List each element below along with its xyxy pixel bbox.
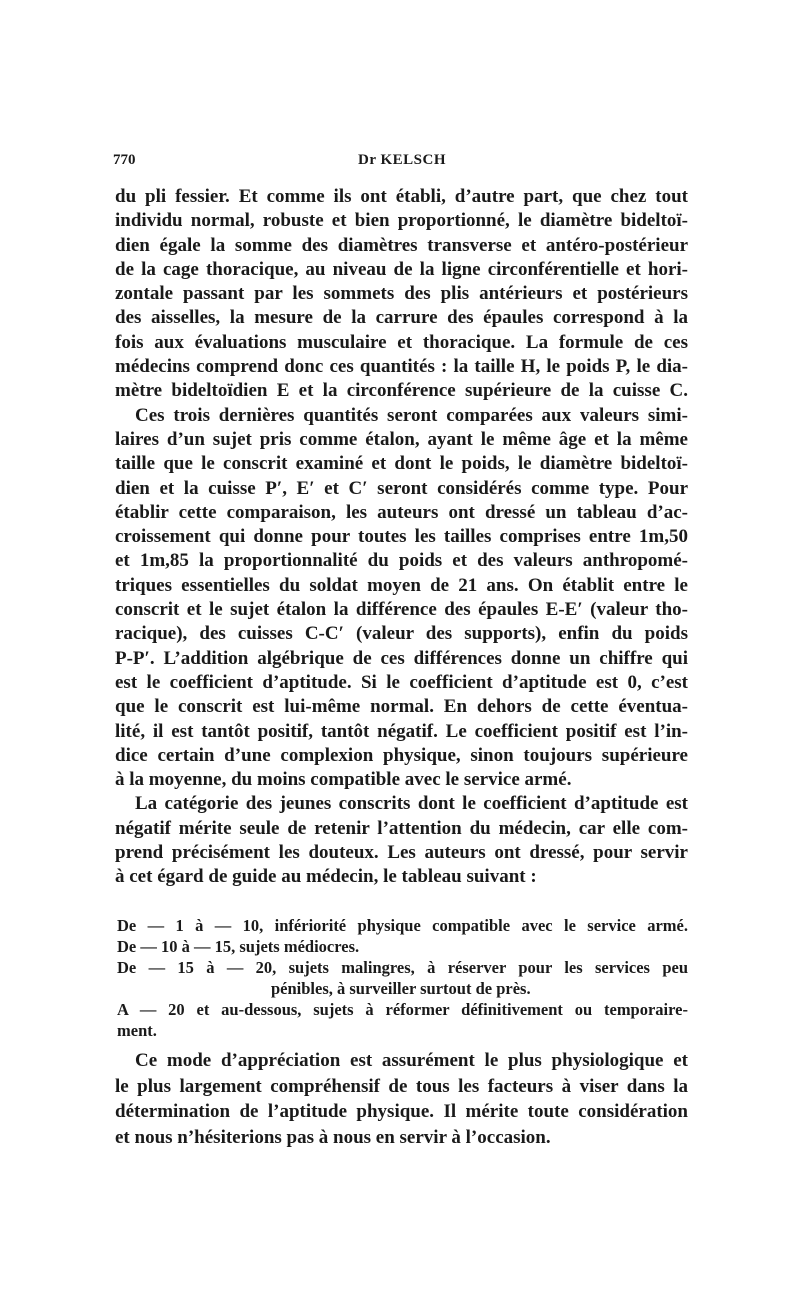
text-line: P-P′. L’addition algébrique de ces différences donne un chiffre qui — [115, 647, 688, 669]
text-line: prend précisément les douteux. Les auteurs ont dressé, pour servir — [115, 842, 688, 864]
text-line: dien égale la somme des diamètres transverse et antéro-postérieur — [115, 234, 688, 256]
text-line: lité, il est tantôt positif, tantôt négatif. Le coefficient positif est l’in- — [115, 720, 688, 742]
scale-entry: A — 20 et au-dessous, sujets à réformer définitivement ou temporaire- — [117, 1000, 688, 1019]
text-line: croissement qui donne pour toutes les tailles comprises entre 1m,50 — [115, 526, 688, 548]
running-header — [113, 152, 688, 174]
text-line: et nous n’hésiterions pas à nous en servir à l’occasion. — [115, 1126, 551, 1148]
text-line: des aisselles, la mesure de la carrure des épaules correspond à la — [115, 307, 688, 329]
text-line: racique), des cuisses C-C′ (valeur des supports), enfin du poids — [115, 623, 688, 645]
text-line: établir cette comparaison, les auteurs ont dressé un tableau d’ac- — [115, 501, 688, 523]
text-line: à cet égard de guide au médecin, le tableau suivant : — [115, 866, 537, 888]
text-line: Ces trois dernières quantités seront comparées aux valeurs simi- — [135, 404, 688, 426]
text-line: Ce mode d’appréciation est assurément le plus physiologique et — [135, 1050, 688, 1071]
text-line: le plus largement compréhensif de tous les facteurs à viser dans la — [115, 1075, 688, 1097]
scale-entry-continued: pénibles, à surveiller surtout de près. — [271, 979, 531, 998]
page-number: 770 — [113, 152, 136, 168]
text-line: conscrit et le sujet étalon la différence des épaules E-E′ (valeur tho- — [115, 599, 688, 621]
text-line: que le conscrit est lui-même normal. En dehors de cette éventua- — [115, 696, 688, 718]
text-line: triques essentielles du soldat moyen de 21 ans. On établit entre le — [115, 574, 688, 596]
text-line: zontale passant par les sommets des plis antérieurs et postérieurs — [115, 283, 688, 305]
scale-entry: De — 15 à — 20, sujets malingres, à réserver pour les services peu — [117, 958, 688, 977]
concluding-paragraph — [115, 1048, 688, 1150]
running-title: Dr KELSCH — [358, 152, 446, 168]
text-line: dien et la cuisse P′, E′ et C′ seront considérés comme type. Pour — [115, 477, 688, 499]
text-line: mètre bideltoïdien E et la circonférence supérieure de la cuisse C. — [115, 380, 688, 402]
text-line: laires d’un sujet pris comme étalon, ayant le même âge et la même — [115, 428, 688, 450]
text-line: à la moyenne, du moins compatible avec le service armé. — [115, 769, 572, 791]
text-line: et 1m,85 la proportionnalité du poids et des valeurs anthropomé- — [115, 550, 688, 572]
text-line: détermination de l’aptitude physique. Il mérite toute considération — [115, 1101, 688, 1122]
text-line: du pli fessier. Et comme ils ont établi, d’autre part, que chez tout — [115, 186, 688, 207]
text-line: médecins comprend donc ces quantités : la taille H, le poids P, le dia- — [115, 356, 688, 378]
text-line: La catégorie des jeunes conscrits dont le coefficient d’aptitude est — [135, 793, 688, 815]
text-line: négatif mérite seule de retenir l’attention du médecin, car elle com- — [115, 817, 688, 839]
text-line: dice certain d’une complexion physique, sinon toujours supérieure — [115, 744, 688, 766]
scale-entry: De — 1 à — 10, infériorité physique compatible avec le service armé. — [117, 916, 688, 935]
text-line: est le coefficient d’aptitude. Si le coefficient d’aptitude est 0, c’est — [115, 671, 688, 693]
text-line: individu normal, robuste et bien proportionné, le diamètre bideltoï- — [115, 210, 688, 232]
main-text — [115, 185, 688, 890]
text-line: de la cage thoracique, au niveau de la ligne circonférentielle et hori- — [115, 258, 688, 280]
text-line: taille que le conscrit examiné et dont le poids, le diamètre bideltoï- — [115, 453, 688, 475]
scale-entry-continued: ment. — [117, 1021, 157, 1040]
aptitude-scale — [117, 915, 688, 1041]
text-line: fois aux évaluations musculaire et thoracique. La formule de ces — [115, 331, 688, 353]
scale-entry: De — 10 à — 15, sujets médiocres. — [117, 937, 360, 956]
